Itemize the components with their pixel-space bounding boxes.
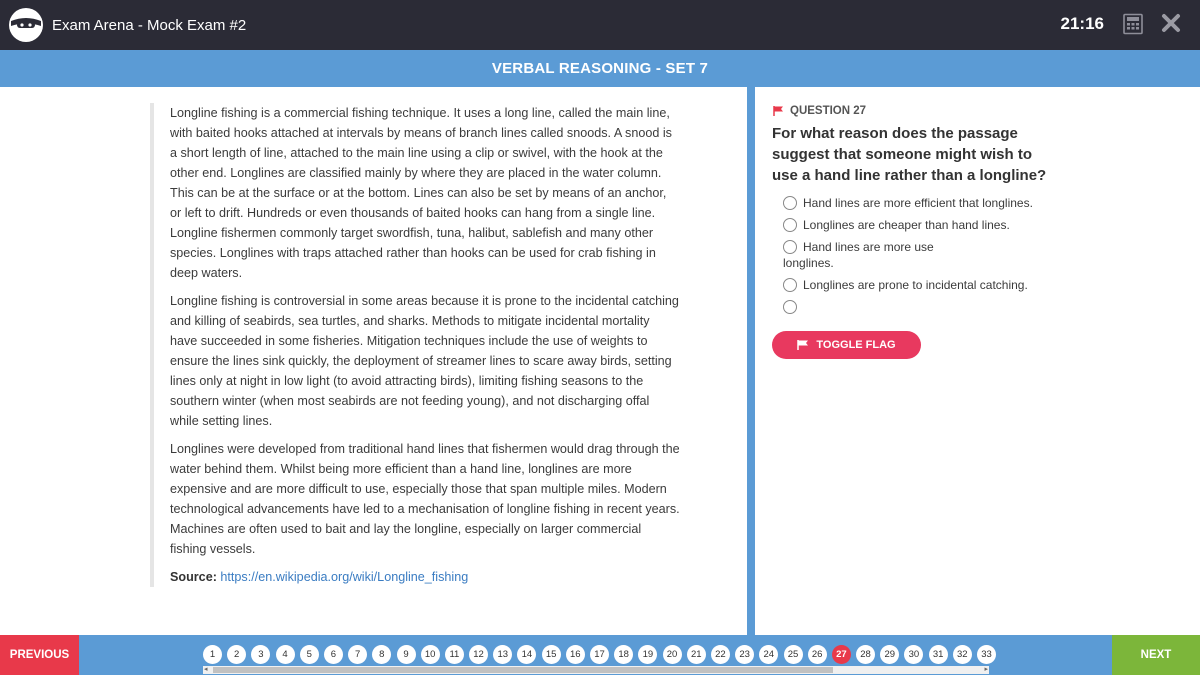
- radio-button[interactable]: [783, 300, 797, 314]
- question-nav-item[interactable]: 18: [614, 645, 633, 664]
- radio-button[interactable]: [783, 240, 797, 254]
- option-label-continued: longlines.: [783, 256, 834, 270]
- question-nav-item[interactable]: 33: [977, 645, 996, 664]
- question-pane: [755, 87, 1200, 635]
- radio-button[interactable]: [783, 218, 797, 232]
- passage: [150, 103, 680, 587]
- option-label: Longlines are cheaper than hand lines.: [803, 218, 1010, 232]
- question-nav-item[interactable]: 13: [493, 645, 512, 664]
- question-nav-item[interactable]: 30: [904, 645, 923, 664]
- radio-button[interactable]: [783, 196, 797, 210]
- question-nav-item[interactable]: 17: [590, 645, 609, 664]
- question-text: For what reason does the passage suggest that someone might wish to use a hand line rather than a longline?: [772, 125, 1047, 184]
- scroll-left-arrow-icon[interactable]: ◂: [204, 666, 208, 673]
- navigator-scrollbar[interactable]: [203, 666, 989, 674]
- option-label: Hand lines are more efficient that longlines.: [803, 196, 1033, 210]
- answer-option[interactable]: [783, 239, 1083, 271]
- question-nav-item[interactable]: 24: [759, 645, 778, 664]
- question-nav-item[interactable]: 10: [421, 645, 440, 664]
- footer-nav: [0, 635, 1200, 675]
- passage-paragraph: Longline fishing is controversial in some areas because it is prone to the incidental catching and killing of seabirds, sea turtles, and sharks. Methods to mitigate incidental mortality have succeeded in some fisheries. Mitigation techniques include the use of weights to ensure the lines sink quickly, the deployment of streamer lines to scare away birds, setting lines only at night in low light (to avoid attracting birds), limiting fishing seasons to the southern winter (when most seabirds are not feeding young), and not discharging offal while setting lines.: [170, 294, 679, 428]
- question-nav-item[interactable]: 5: [300, 645, 319, 664]
- answer-options: [783, 195, 1083, 321]
- question-number: QUESTION 27: [790, 105, 867, 117]
- question-nav-item[interactable]: 11: [445, 645, 464, 664]
- ninja-logo-icon: [8, 7, 44, 43]
- top-bar: [0, 0, 1200, 50]
- section-title: VERBAL REASONING - SET 7: [0, 50, 1200, 87]
- flag-icon: [797, 340, 809, 350]
- pane-divider[interactable]: [747, 87, 755, 635]
- close-icon[interactable]: [1160, 12, 1182, 34]
- flag-icon: [773, 106, 784, 116]
- source-link[interactable]: https://en.wikipedia.org/wiki/Longline_fishing: [220, 570, 469, 584]
- exam-timer: 21:16: [1060, 14, 1104, 33]
- question-nav-item[interactable]: 2: [227, 645, 246, 664]
- question-nav-item[interactable]: 9: [397, 645, 416, 664]
- question-nav-item[interactable]: 22: [711, 645, 730, 664]
- question-nav-item[interactable]: 12: [469, 645, 488, 664]
- question-navigator: [203, 645, 992, 665]
- question-nav-item[interactable]: 23: [735, 645, 754, 664]
- passage-paragraph: Longlines were developed from traditional hand lines that fishermen would drag through the water behind them. Whilst being more efficient than a hand line, longlines are more expensive and are more difficult to use, especially those that span multiple miles. Modern technological advancements have led to a mechanisation of longline fishing in recent years. Machines are often used to bait and lay the longline, especially on larger commercial fishing vessels.: [170, 442, 680, 556]
- app-title: Exam Arena - Mock Exam #2: [52, 16, 247, 34]
- calculator-icon[interactable]: [1123, 14, 1143, 34]
- answer-option[interactable]: [783, 299, 1083, 315]
- passage-pane: [0, 87, 747, 635]
- previous-button[interactable]: PREVIOUS: [0, 635, 79, 675]
- question-nav-item[interactable]: 16: [566, 645, 585, 664]
- source-label: Source:: [170, 570, 217, 584]
- toggle-flag-button[interactable]: [772, 331, 921, 359]
- option-label: Longlines are prone to incidental catching.: [803, 278, 1028, 292]
- scroll-right-arrow-icon[interactable]: ▸: [984, 666, 988, 673]
- question-nav-item[interactable]: 1: [203, 645, 222, 664]
- scrollbar-thumb[interactable]: [213, 667, 833, 673]
- question-nav-item[interactable]: 19: [638, 645, 657, 664]
- question-nav-item[interactable]: 25: [784, 645, 803, 664]
- radio-button[interactable]: [783, 278, 797, 292]
- question-nav-item[interactable]: 21: [687, 645, 706, 664]
- question-header: [773, 105, 866, 117]
- question-nav-item[interactable]: 32: [953, 645, 972, 664]
- question-nav-item[interactable]: 28: [856, 645, 875, 664]
- question-nav-item[interactable]: 3: [251, 645, 270, 664]
- answer-option[interactable]: [783, 217, 1083, 233]
- question-nav-item[interactable]: 26: [808, 645, 827, 664]
- question-nav-item[interactable]: 29: [880, 645, 899, 664]
- question-nav-item[interactable]: 6: [324, 645, 343, 664]
- toggle-flag-label: TOGGLE FLAG: [816, 339, 896, 351]
- passage-paragraph: Longline fishing is a commercial fishing technique. It uses a long line, called the main line, with baited hooks attached at intervals by means of branch lines called snoods. A snood is a short length of line, attached to the main line using a clip or swivel, with the hook at the other end. Longlines are classified mainly by where they are placed in the water column. This can be at the surface or at the bottom. Lines can also be set by means of an anchor, or left to drift. Hundreds or even thousands of baited hooks can hang from a single line. Longline fishermen commonly target swordfish, tuna, halibut, sablefish and many other species. Longlines with traps attached rather than hooks can be used for crab fishing in deep waters.: [170, 106, 672, 280]
- question-nav-item[interactable]: 8: [372, 645, 391, 664]
- question-nav-item[interactable]: 27: [832, 645, 851, 664]
- answer-option[interactable]: [783, 277, 1083, 293]
- question-nav-item[interactable]: 14: [517, 645, 536, 664]
- answer-option[interactable]: [783, 195, 1083, 211]
- question-nav-item[interactable]: 20: [663, 645, 682, 664]
- option-label: Hand lines are more use: [803, 240, 934, 254]
- question-nav-item[interactable]: 7: [348, 645, 367, 664]
- next-button[interactable]: NEXT: [1112, 635, 1200, 675]
- question-nav-item[interactable]: 4: [276, 645, 295, 664]
- source-line: [170, 567, 680, 587]
- question-nav-item[interactable]: 31: [929, 645, 948, 664]
- question-nav-item[interactable]: 15: [542, 645, 561, 664]
